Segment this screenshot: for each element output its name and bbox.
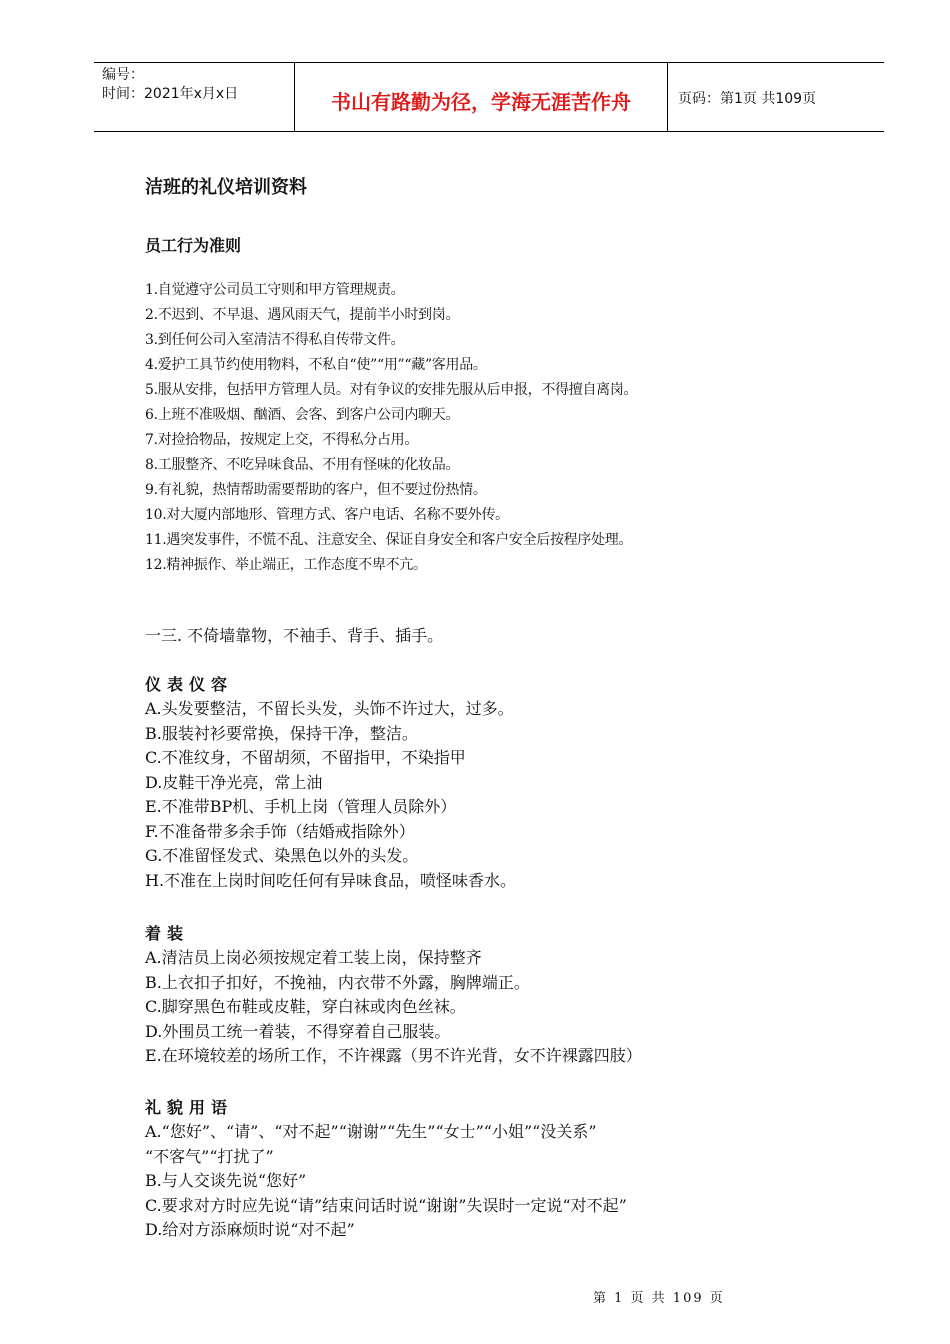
header-motto-cell — [295, 63, 668, 131]
rule-item: 2.不迟到、不早退、遇风雨天气，提前半小时到岗。 — [145, 307, 460, 323]
rule-item: 1.自觉遵守公司员工守则和甲方管理规责。 — [145, 282, 405, 298]
dress-list — [145, 946, 642, 1069]
document-title: 洁班的礼仪培训资料 — [145, 177, 307, 198]
serial-label: 编号： — [102, 67, 144, 83]
appearance-item: D.皮鞋干净光亮，常上油 — [145, 772, 323, 792]
rules-list — [145, 278, 637, 578]
appearance-item: B.服装衬衫要常换，保持干净，整洁。 — [145, 723, 418, 743]
polite-section — [145, 1096, 627, 1243]
page-header — [94, 62, 884, 132]
dress-item: A.清洁员上岗必须按规定着工装上岗，保持整齐 — [145, 948, 482, 967]
appearance-heading: 仪表仪容 — [145, 675, 234, 694]
header-page-cell — [668, 63, 884, 131]
appearance-item: E.不准带BP机、手机上岗（管理人员除外） — [145, 797, 457, 816]
polite-item: A.“您好”、“请”、“对不起”“谢谢”“先生”“女士”“小姐”“没关系” — [145, 1122, 597, 1141]
page-footer: 第 1 页 共 109 页 — [593, 1291, 725, 1306]
polite-list — [145, 1120, 627, 1243]
time-label: 时间：2021年x月x日 — [102, 86, 239, 102]
appearance-list — [145, 697, 516, 893]
dress-item: D.外围员工统一着装，不得穿着自己服装。 — [145, 1021, 451, 1041]
rule-item: 8.工服整齐、不吃异味食品、不用有怪味的化妆品。 — [145, 457, 460, 473]
rule-item: 9.有礼貌，热情帮助需要帮助的客户，但不要过份热情。 — [145, 482, 487, 498]
dress-item: E.在环境较差的场所工作，不许裸露（男不许光背，女不许裸露四肢） — [145, 1046, 642, 1065]
dress-section — [145, 922, 642, 1069]
rule-item: 5.服从安排，包括甲方管理人员。对有争议的安排先服从后申报，不得擅自离岗。 — [145, 382, 638, 398]
dress-item: B.上衣扣子扣好，不挽袖，内衣带不外露，胸牌端正。 — [145, 972, 530, 992]
polite-item: “不客气”“打扰了” — [145, 1146, 274, 1166]
polite-item: C.要求对方时应先说“请”结束问话时说“谢谢”失误时一定说“对不起” — [145, 1195, 627, 1215]
dress-item: C.脚穿黑色布鞋或皮鞋，穿白袜或肉色丝袜。 — [145, 997, 466, 1016]
appearance-item: F.不准备带多余手饰（结婚戒指除外） — [145, 821, 415, 841]
rule-item: 6.上班不准吸烟、酗酒、会客、到客户公司内聊天。 — [145, 407, 460, 423]
appearance-item: G.不准留怪发式、染黑色以外的头发。 — [145, 846, 419, 865]
rules-heading: 员工行为准则 — [145, 236, 242, 255]
rule-item: 12.精神振作、举止端正，工作态度不卑不亢。 — [145, 557, 427, 573]
rule-item-13: 一三. 不倚墙靠物，不袖手、背手、插手。 — [145, 626, 444, 645]
polite-item: B.与人交谈先说“您好” — [145, 1171, 307, 1190]
header-meta-cell — [94, 63, 295, 131]
polite-item: D.给对方添麻烦时说“对不起” — [145, 1220, 355, 1239]
appearance-item: H.不准在上岗时间吃任何有异味食品，喷怪味香水。 — [145, 870, 517, 890]
appearance-section — [145, 673, 516, 893]
rule-item: 11.遇突发事件，不慌不乱、注意安全、保证自身安全和客户安全后按程序处理。 — [145, 532, 633, 548]
rule-item: 4.爱护工具节约使用物料，不私自“使”“用”“藏”客用品。 — [145, 357, 487, 373]
appearance-item: A.头发要整洁，不留长头发，头饰不许过大，过多。 — [145, 699, 514, 718]
polite-heading: 礼貌用语 — [145, 1098, 234, 1117]
appearance-item: C.不准纹身，不留胡须，不留指甲，不染指甲 — [145, 748, 466, 767]
dress-heading: 着装 — [145, 924, 190, 943]
rule-item: 10.对大厦内部地形、管理方式、客户电话、名称不要外传。 — [145, 507, 509, 523]
rule-item: 7.对捡拾物品，按规定上交，不得私分占用。 — [145, 432, 419, 448]
motto-text: 书山有路勤为径，学海无涯苦作舟 — [331, 89, 631, 114]
rule-item: 3.到任何公司入室清洁不得私自传带文件。 — [145, 332, 405, 348]
page-info: 页码：第1页 共109页 — [678, 91, 817, 107]
